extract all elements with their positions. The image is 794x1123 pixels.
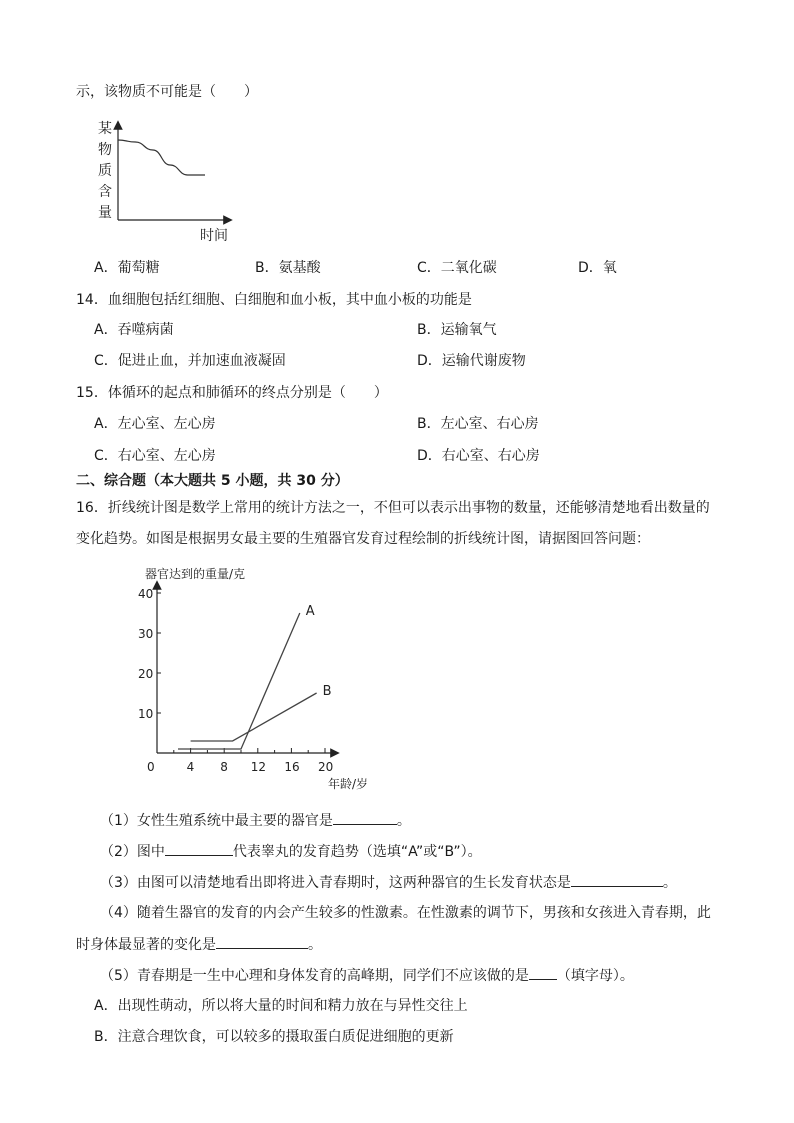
q13-y-label-char: 某: [98, 121, 112, 137]
q15-option-a: A．左心室、左心房: [94, 416, 216, 432]
q16-sub4-blank[interactable]: [216, 934, 308, 949]
q14-option-b: B．运输氧气: [417, 322, 497, 338]
q16-sub5-option-b: B．注意合理饮食，可以较多的摄取蛋白质促进细胞的更新: [94, 1029, 454, 1045]
q16-x-tick-label: 0: [147, 760, 155, 774]
q16-sub4-line1: （4）随着生器官的发育的内会产生较多的性激素。在性激素的调节下，男孩和女孩进入青春期，此: [100, 905, 711, 921]
q14-stem: 14．血细胞包括红细胞、白细胞和血小板，其中血小板的功能是: [76, 292, 472, 308]
q16-sub3-end: 。: [662, 875, 677, 891]
q16-x-tick-label: 8: [220, 760, 228, 774]
q16-sub1-end: 。: [396, 813, 411, 829]
q16-sub4-end: 。: [308, 937, 322, 953]
q16-sub2-text-a: （2）图中: [100, 844, 165, 860]
q16-stem-line1: 16．折线统计图是数学上常用的统计方法之一，不但可以表示出事物的数量，还能够清楚地看出数量的: [76, 500, 710, 516]
q16-series-a-line: [178, 613, 300, 749]
q13-option-a: A．葡萄糖: [94, 260, 160, 276]
q16-stem-line2: 变化趋势。如图是根据男女最主要的生殖器官发育过程绘制的折线统计图，请据图回答问题：: [76, 531, 650, 547]
q14-option-c: C．促进止血，并加速血液凝固: [94, 353, 286, 369]
q16-sub1-text: （1）女性生殖系统中最主要的器官是: [100, 813, 333, 829]
q13-curve: [118, 140, 205, 175]
q13-chart: [90, 115, 250, 250]
q14-option-d: D．运输代谢废物: [417, 353, 526, 369]
q16-sub5: [100, 965, 634, 986]
section-2-title: 二、综合题（本大题共 5 小题，共 30 分）: [76, 473, 349, 489]
q16-x-label: 年龄/岁: [328, 777, 369, 791]
q16-sub4-line2: [76, 934, 322, 955]
q16-sub5-blank[interactable]: [529, 965, 557, 980]
q13-y-label-char: 量: [98, 205, 112, 221]
q16-x-tick-label: 16: [284, 760, 300, 774]
q16-sub2-text-b: 代表睾丸的发育趋势（选填“A”或“B”）。: [232, 844, 482, 860]
q16-x-tick-label: 12: [250, 760, 267, 774]
q15-option-d: D．右心室、右心房: [417, 448, 540, 464]
q16-series-a-label: A: [305, 604, 315, 619]
q16-x-tick-label: 20: [318, 760, 334, 774]
q13-y-label-char: 含: [98, 184, 112, 200]
q16-sub3-blank[interactable]: [571, 872, 663, 887]
q13-y-label-char: 物: [98, 142, 112, 158]
q16-sub2-blank[interactable]: [165, 841, 233, 856]
q16-sub5-option-a: A．出现性萌动，所以将大量的时间和精力放在与异性交往上: [94, 998, 468, 1014]
q16-y-tick-label: 10: [138, 707, 154, 721]
q16-y-label: 器官达到的重量/克: [145, 567, 246, 581]
q16-sub3: [100, 872, 677, 893]
q16-sub4-text: 时身体最显著的变化是: [76, 937, 216, 953]
q16-y-tick-label: 20: [138, 667, 154, 681]
q13-option-c: C．二氧化碳: [417, 260, 497, 276]
q16-y-tick-label: 30: [138, 627, 154, 641]
q16-sub5-text: （5）青春期是一生中心理和身体发育的高峰期，同学们不应该做的是: [100, 968, 529, 984]
q16-sub3-text: （3）由图可以清楚地看出即将进入青春期时，这两种器官的生长发育状态是: [100, 875, 571, 891]
q16-series-b-line: [191, 693, 317, 741]
q15-option-b: B．左心室、右心房: [417, 416, 539, 432]
q13-y-label-char: 质: [98, 163, 112, 179]
q15-stem: 15．体循环的起点和肺循环的终点分别是（ ）: [76, 385, 388, 401]
q13-x-label: 时间: [200, 228, 228, 244]
q16-sub2: [100, 841, 482, 862]
q13-option-b: B．氨基酸: [255, 260, 321, 276]
q16-series-b-label: B: [322, 684, 332, 699]
q14-option-a: A．吞噬病菌: [94, 322, 174, 338]
q15-option-c: C．右心室、左心房: [94, 448, 216, 464]
q16-sub5-end: （填字母）。: [556, 968, 634, 984]
q13-stem-tail: 示，该物质不可能是（ ）: [76, 84, 258, 100]
q16-sub1-blank[interactable]: [333, 810, 397, 825]
q16-y-tick-label: 40: [138, 587, 154, 601]
q16-chart: [135, 560, 385, 795]
q16-sub1: [100, 810, 411, 831]
q16-x-tick-label: 4: [186, 760, 195, 774]
q13-option-d: D．氧: [578, 260, 617, 276]
